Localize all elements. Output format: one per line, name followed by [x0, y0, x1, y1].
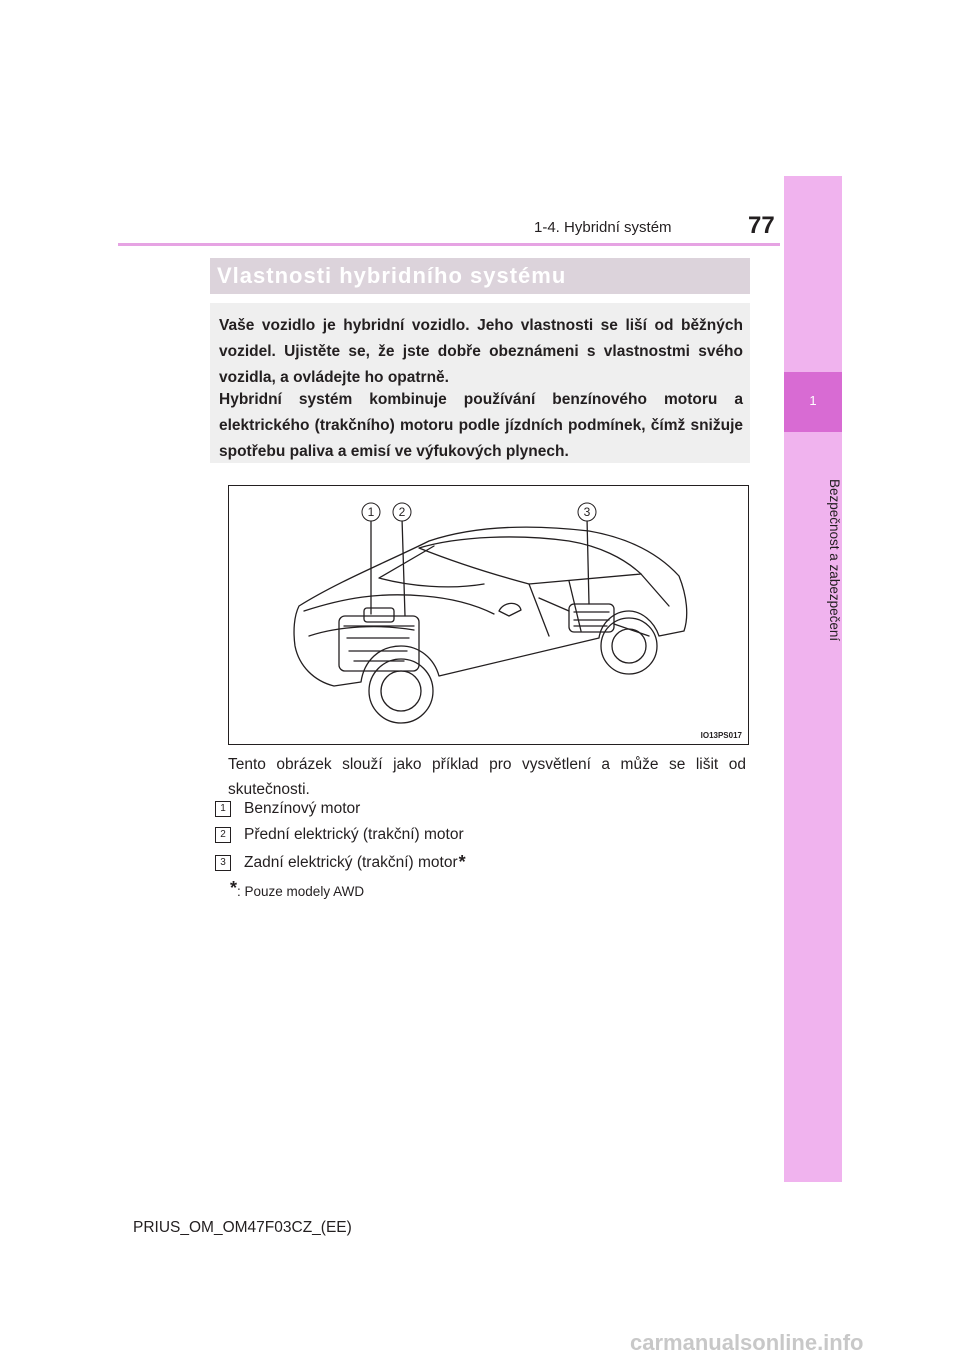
side-chapter-title: Bezpečnost a zabezpečení: [827, 478, 842, 642]
legend-number: 3: [215, 855, 231, 871]
footer-doc-id: PRIUS_OM_OM47F03CZ_(EE): [133, 1219, 352, 1236]
legend-item: [215, 800, 360, 818]
footnote: [230, 878, 364, 899]
legend-text: Přední elektrický (trakční) motor: [244, 826, 464, 843]
page-title: Vlastnosti hybridního systému: [217, 263, 567, 288]
intro-paragraph: Vaše vozidlo je hybridní vozidlo. Jeho vlastnosti se liší od běžných vozidel. Ujistěte se, že jste dobře obeznámeni s vlastnostmi svého vozidla, a ovládejte ho opatrně.: [219, 317, 743, 386]
legend-text: Benzínový motor: [244, 800, 361, 817]
footnote-text: : Pouze modely AWD: [237, 884, 365, 899]
watermark: carmanualsonline.info: [630, 1330, 864, 1355]
legend-number: 1: [215, 801, 231, 817]
callout-2: 2: [398, 505, 406, 519]
legend-text: Zadní elektrický (trakční) motor: [244, 853, 458, 871]
figure-caption: Tento obrázek slouží jako příklad pro vysvětlení a může se lišit od skutečnosti.: [228, 756, 746, 798]
side-chapter-number: 1: [809, 393, 817, 408]
legend-number: 2: [215, 827, 231, 843]
callout-1: 1: [367, 505, 375, 519]
legend-star: *: [458, 852, 466, 872]
legend-item: [215, 826, 464, 844]
intro-paragraph: Hybridní systém kombinuje používání benzínového motoru a elektrického (trakčního) motoru podle jízdních podmínek, čímž snižuje spotřebu paliva a emisí ve výfukových plynech.: [219, 391, 743, 460]
figure-code: IO13PS017: [700, 731, 742, 740]
footnote-star: *: [230, 878, 238, 898]
callout-3: 3: [583, 505, 591, 519]
vehicle-illustration: [228, 485, 749, 745]
car-drawing: [229, 486, 748, 744]
page-number: 77: [748, 212, 775, 239]
legend-item: [215, 852, 466, 873]
section-reference: 1-4. Hybridní systém: [534, 219, 672, 236]
header-rule: [118, 243, 780, 246]
